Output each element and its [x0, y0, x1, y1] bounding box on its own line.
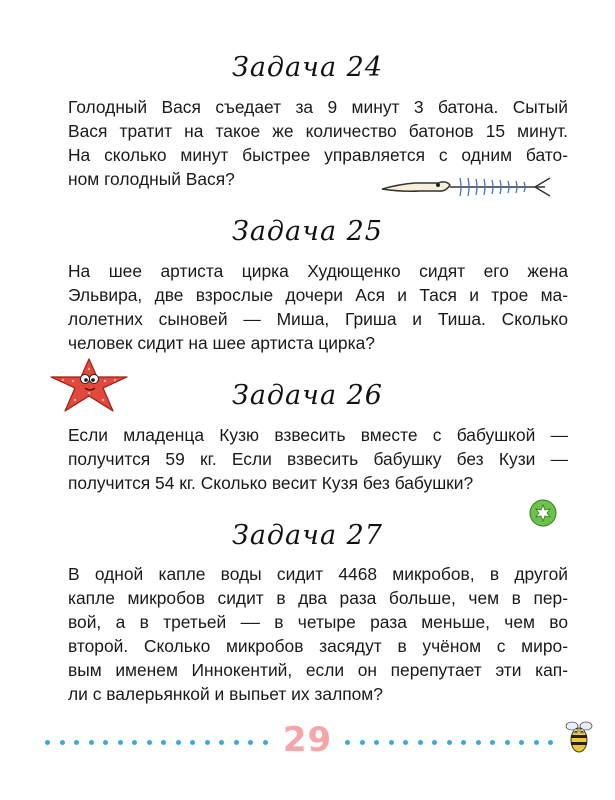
footer-dot: [505, 740, 510, 745]
footer-dot: [345, 740, 350, 745]
task-26-title: Задача 26: [232, 380, 383, 411]
task-25-line: Эльвира, две взрослые дочери Ася и Тася и трое ма-: [68, 285, 568, 305]
footer-dot: [490, 740, 495, 745]
page-number: 29: [282, 720, 333, 760]
task-27-line: вым именем Иннокентий, если он перепутает эти кап-: [68, 660, 568, 680]
task-25-line: человек сидит на шее артиста цирка?: [68, 333, 375, 353]
task-27-line: второй. Сколько микробов засядут в учёном с миро-: [68, 636, 568, 656]
task-27-line: вой, а в третьей –– в четыре раза меньше, чем во: [68, 612, 568, 632]
task-27-line: В одной капле воды сидит 4468 микробов, в другой: [68, 564, 568, 584]
footer-dot: [374, 740, 379, 745]
task-27-line: капле микробов сидит в два раза больше, чем в пер-: [68, 588, 568, 608]
footer-dots-right: [345, 740, 555, 746]
task-25-line: лолетних сыновей — Миша, Гриша и Тиша. Сколько: [68, 309, 568, 329]
task-24-line: На сколько минут быстрее управляется с одним бато-: [68, 145, 568, 165]
task-24-line: Голодный Вася съедает за 9 минут 3 батона. Сытый: [68, 97, 568, 117]
task-25-text: [68, 259, 568, 355]
task-25-title: Задача 25: [232, 216, 383, 247]
footer-dot: [432, 740, 437, 745]
task-27-title: Задача 27: [232, 520, 383, 551]
footer-dot: [418, 740, 423, 745]
task-27-text: [68, 562, 568, 706]
footer-dot: [548, 740, 553, 745]
fish-skeleton-icon: [380, 172, 555, 202]
task-26-line: Если младенца Кузю взвесить вместе с бабушкой —: [68, 425, 568, 445]
footer-dot: [360, 740, 365, 745]
task-27-line: ли с валерьянкой и выпьет их залпом?: [68, 684, 383, 704]
task-26-line: получится 54 кг. Сколько весит Кузя без бабушки?: [68, 473, 474, 493]
footer-dot: [519, 740, 524, 745]
footer-dot: [461, 740, 466, 745]
task-26-line: получится 59 кг. Если взвесить бабушку без Кузи —: [68, 449, 568, 469]
task-26-text: [68, 423, 568, 495]
footer-dot: [403, 740, 408, 745]
task-24-line: ном голодный Вася?: [68, 169, 235, 189]
footer-dot: [534, 740, 539, 745]
footer-dot: [389, 740, 394, 745]
task-25-line: На шее артиста цирка Худющенко сидят его жена: [68, 261, 568, 281]
task-24-title: Задача 24: [232, 52, 383, 83]
footer-dot: [447, 740, 452, 745]
task-24-line: Вася тратит на такое же количество батонов 15 минут.: [68, 121, 568, 141]
bee-icon: [563, 718, 595, 756]
footer-dot: [476, 740, 481, 745]
